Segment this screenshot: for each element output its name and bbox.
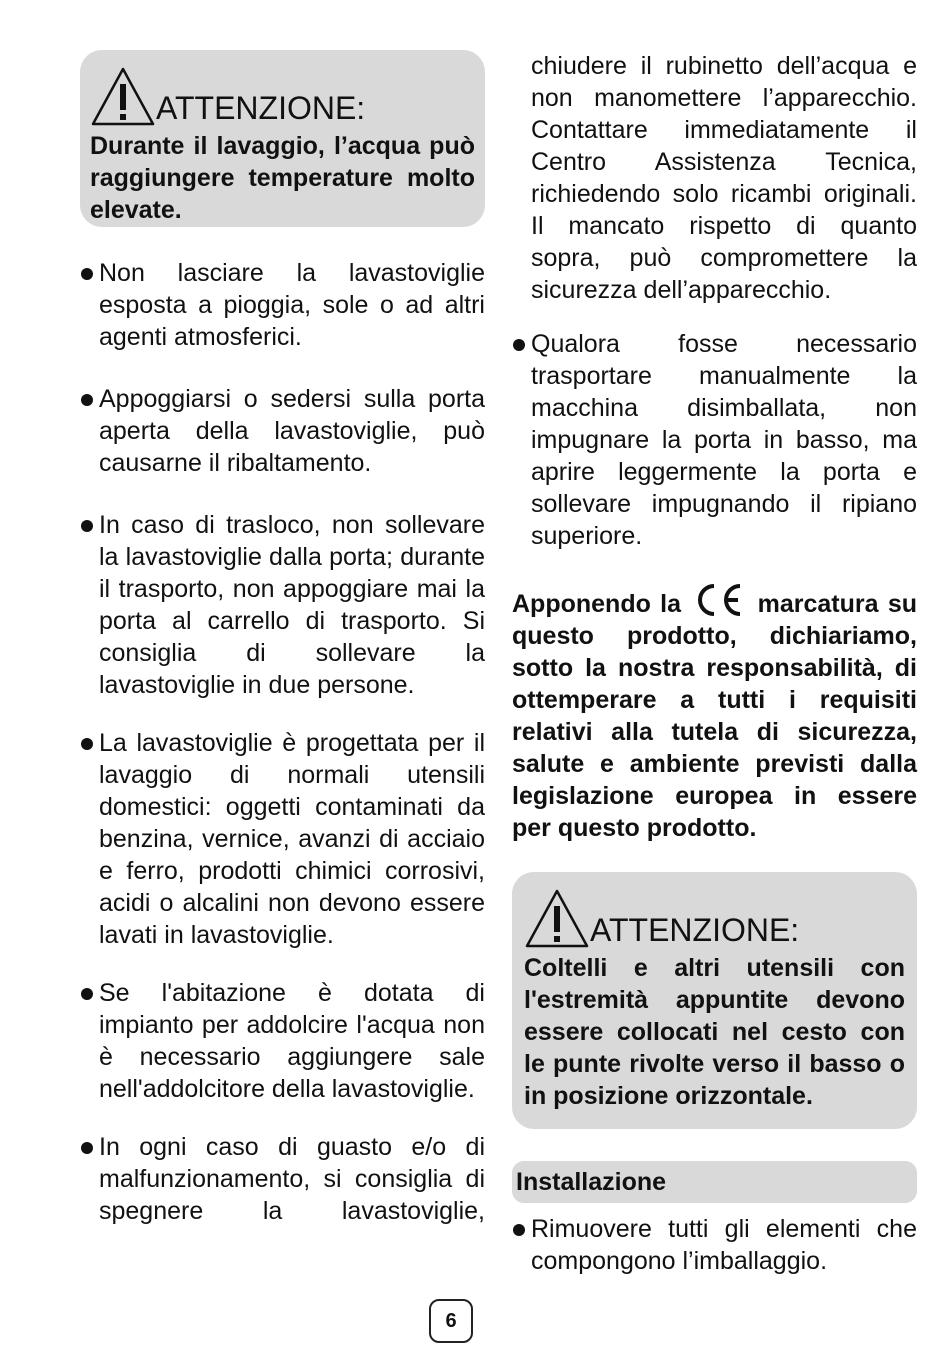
list-item: Qualora fosse necessario trasportare manualmente la macchina disimballata, non impugnare la porta in basso, ma aprire leggermente la porta e sollevare impugnando il ripiano superiore.: [512, 328, 917, 552]
warning-text: Durante il lavaggio, l’acqua può raggiungere temperature molto elevate.: [90, 132, 475, 224]
list-item: In caso di trasloco, non sollevare la lavastoviglie dalla porta; durante il trasporto, non appoggiare mai la porta al carrello di trasporto. Si consiglia di sollevare la lavastoviglie in due persone.: [80, 509, 485, 701]
warning-box-knives: [512, 872, 917, 1129]
warning-box-temperature: [80, 50, 485, 227]
warning-header: [524, 882, 905, 950]
bullet-dot-icon: [513, 339, 525, 351]
section-title-installazione: Installazione: [512, 1161, 917, 1203]
bullet-dot-icon: [81, 738, 93, 750]
list-item: In ogni caso di guasto e/o di malfunzionamento, si consiglia di spegnere la lavastoviglie,: [80, 1131, 485, 1227]
warning-triangle-icon: [90, 66, 156, 128]
warning-triangle-icon: [524, 888, 590, 950]
bullet-dot-icon: [513, 1224, 525, 1236]
warning-title: ATTENZIONE:: [590, 912, 800, 948]
list-item: Rimuovere tutti gli elementi che compongono l’imballaggio.: [512, 1213, 917, 1277]
bullet-dot-icon: [81, 1142, 93, 1154]
bullet-dot-icon: [81, 988, 93, 1000]
bullet-dot-icon: [81, 520, 93, 532]
bullet-dot-icon: [81, 394, 93, 406]
list-item: Appoggiarsi o sedersi sulla porta aperta della lavastoviglie, può causarne il ribaltamento.: [80, 383, 485, 479]
right-column: [512, 50, 917, 1277]
bullet-dot-icon: [81, 268, 93, 280]
ce-declaration: Apponendo la marcatura su questo prodotto, dichiariamo, sotto la nostra responsabilità, di ottemperare a tutti i requisiti relativi alla tutela di sicurezza, salute e ambiente previsti dalla legislazione europea in essere per questo prodotto.: [512, 582, 917, 844]
list-item: Se l'abitazione è dotata di impianto per addolcire l'acqua non è necessario aggiungere sale nell'addolcitore della lavastoviglie.: [80, 977, 485, 1105]
warning-text: Coltelli e altri utensili con l'estremità appuntite devono essere collocati nel cesto con le punte rivolte verso il basso o in posizione orizzontale.: [524, 954, 905, 1110]
list-item: La lavastoviglie è progettata per il lavaggio di normali utensili domestici: oggetti contaminati da benzina, vernice, avanzi di acciaio e ferro, prodotti chimici corrosivi, acidi o alcalini non devono essere lavati in lavastoviglie.: [80, 727, 485, 951]
page-number: 6: [429, 1299, 473, 1343]
continued-text: chiudere il rubinetto dell’acqua e non manomettere l’apparecchio. Contattare immediatamente il Centro Assistenza Tecnica, richiedendo solo ricambi originali. Il mancato rispetto di quanto sopra, può compromettere la sicurezza dell’apparecchio.: [531, 52, 917, 304]
warning-header: [90, 60, 475, 128]
warning-title: ATTENZIONE:: [156, 90, 366, 126]
left-column: [80, 50, 485, 1227]
list-item: Non lasciare la lavastoviglie esposta a pioggia, sole o ad altri agenti atmosferici.: [80, 257, 485, 353]
ce-mark-icon: [694, 582, 744, 618]
